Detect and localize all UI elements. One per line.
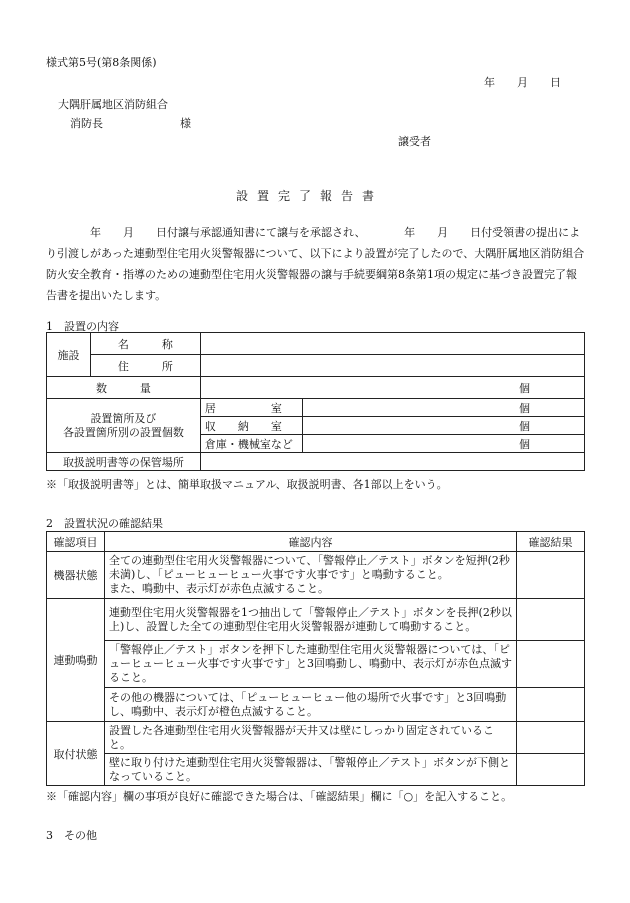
quantity-label: 数 量	[47, 377, 201, 399]
mounting-result1[interactable]	[517, 722, 585, 754]
facility-address-label: 住 所	[90, 355, 200, 377]
section1-note: ※「取扱説明書等」とは、簡単取扱マニュアル、取扱説明書、各1部以上をいう。	[46, 478, 448, 491]
assignee-label: 譲受者	[398, 135, 431, 148]
item-linked-alarm: 連動鳴動	[47, 599, 105, 722]
mounting-text1: 設置した各連動型住宅用火災警報器が天井又は壁にしっかり固定されていること。	[104, 722, 516, 754]
location-count-label	[47, 399, 201, 453]
installation-table	[46, 332, 585, 471]
device-status-text1: 全ての連動型住宅用火災警報器について、「警報停止／テスト」ボタンを短押(2秒未満)し、「ピューヒューヒュー火事です火事です」と鳴動すること。	[108, 554, 510, 581]
facility-label: 施設	[47, 333, 91, 377]
facility-name-label: 名 称	[90, 333, 200, 355]
room-warehouse-label: 倉庫・機械室など	[200, 435, 302, 453]
mounting-text2: 壁に取り付けた連動型住宅用火災警報器は、「警報停止／テスト」ボタンが下側となっていること。	[104, 754, 516, 786]
device-status-text2: また、鳴動中、表示灯が赤色点滅すること。	[108, 582, 329, 595]
section2-heading: 2 設置状況の確認結果	[46, 517, 163, 530]
form-number: 様式第5号(第8条関係)	[46, 56, 157, 69]
room-storage-label: 収 納 室	[200, 417, 302, 435]
room-storage-unit[interactable]: 個	[302, 417, 584, 435]
date-line: 年 月 日	[484, 76, 561, 89]
device-status-content	[104, 552, 516, 599]
quantity-unit[interactable]: 個	[200, 377, 584, 399]
room-warehouse-unit[interactable]: 個	[302, 435, 584, 453]
linked-alarm-text2: 「警報停止／テスト」ボタンを押下した連動型住宅用火災警報器については、「ピューヒューヒュー火事です火事です」と3回鳴動し、鳴動中、表示灯が赤色点滅すること。	[104, 641, 516, 688]
col-result-header: 確認結果	[517, 532, 585, 552]
manual-storage-value[interactable]	[200, 453, 584, 471]
confirmation-table	[46, 531, 585, 786]
section2-note: ※「確認内容」欄の事項が良好に確認できた場合は、「確認結果」欄に「○」を記入すること。	[46, 790, 513, 803]
room-living-label: 居 室	[200, 399, 302, 417]
organization-name: 大隅肝属地区消防組合	[58, 98, 168, 111]
section3-heading: 3 その他	[46, 829, 97, 842]
linked-alarm-result1[interactable]	[517, 599, 585, 641]
col-content-header: 確認内容	[104, 532, 516, 552]
linked-alarm-result2[interactable]	[517, 641, 585, 688]
section1-heading: 1 設置の内容	[46, 320, 119, 333]
linked-alarm-text1: 連動型住宅用火災警報器を1つ抽出して「警報停止／テスト」ボタンを長押(2秒以上)し、設置した全ての連動型住宅用火災警報器が連動して鳴動すること。	[104, 599, 516, 641]
linked-alarm-result3[interactable]	[517, 688, 585, 722]
manual-storage-label: 取扱説明書等の保管場所	[47, 453, 201, 471]
mounting-result2[interactable]	[517, 754, 585, 786]
item-mounting-status: 取付状態	[47, 722, 105, 786]
col-item-header: 確認項目	[47, 532, 105, 552]
device-status-result[interactable]	[517, 552, 585, 599]
document-title: 設置完了報告書	[236, 189, 384, 203]
facility-name-value[interactable]	[200, 333, 584, 355]
facility-address-value[interactable]	[200, 355, 584, 377]
body-paragraph: 年 月 日付譲与承認通知書にて譲与を承認され、 年 月 日付受領書の提出により引渡しがあった連動型住宅用火災警報器について、以下により設置が完了したので、大隅肝属地区消防組合防火安全教育・指導のための連動型住宅用火災警報器の譲与手続要綱第8条第1項の規定に基づき設置完了報告書を提出いたします。	[46, 226, 585, 302]
location-label-line2: 各設置箇所別の設置個数	[62, 425, 184, 439]
location-label-line1: 設置箇所及び	[90, 411, 157, 425]
item-device-status: 機器状態	[47, 552, 105, 599]
room-living-unit[interactable]: 個	[302, 399, 584, 417]
linked-alarm-text3: その他の機器については、「ピューヒューヒュー他の場所で火事です」と3回鳴動し、鳴動中、表示灯が橙色点滅すること。	[104, 688, 516, 722]
fire-chief-addressee: 消防長 様	[70, 117, 191, 130]
